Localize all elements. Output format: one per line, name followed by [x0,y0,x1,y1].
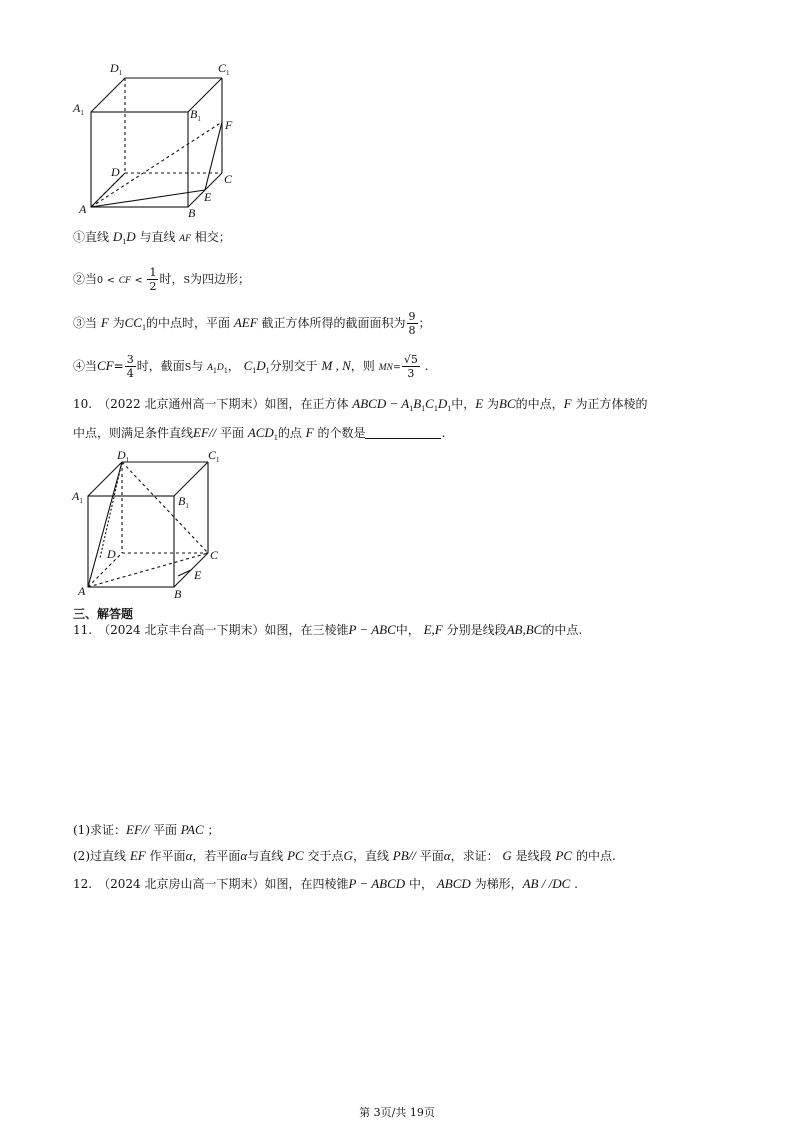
label-D: D [107,547,116,561]
label-D1: $D_1$ [117,448,130,464]
fraction-9-8: $\frac{9}{8}$ [408,310,416,337]
label-F: F [225,118,233,132]
question-10-line-2: 中点，则满足条件直线EF// 平面 $ACD_1$的点 F 的个数是 . [73,425,446,442]
figure-cube-2 [70,448,230,603]
statement-1: ①直线 $D_1D$ 与直线 AF 相交； [73,229,231,246]
label-C: C [224,172,233,186]
question-10-line-1: 10. （2022 北京通州高一下期末）如图，在正方体 ABCD − $A_1B_1C_1D_1$中，E 为BC的中点，F 为正方体棱的 [73,396,648,413]
label-A1: $A_1$ [72,489,83,505]
label-A: A [78,584,86,598]
statement-4: ④当CF= $\frac{3}{4}$ 时，截面S与 $A_1D_1$， $C_1D_1$分别交于 M , N，则 MN= $\frac{√5}{3}$ . [73,353,429,380]
label-A1: $A_1$ [73,101,84,117]
label-A: A [79,202,87,216]
page-footer: 第 3页/共 19页 [359,1106,435,1119]
label-C1: $C_1$ [218,61,230,77]
label-B: B [188,206,196,220]
label-E: E [194,568,202,582]
label-D: D [111,165,120,179]
label-E: E [204,190,212,204]
fraction-sqrt5-3: $\frac{√5}{3}$ [403,353,418,380]
label-C: C [210,548,219,562]
question-11: 11. （2024 北京丰台高一下期末）如图，在三棱锥P − ABC中， E,F 分别是线段AB,BC的中点. [73,622,583,637]
label-C1: $C_1$ [208,448,220,464]
statement-2: ②当0 < CF < $\frac{1}{2}$ 时，S为四边形； [73,266,250,293]
section-title: 三、解答题 [73,607,134,621]
question-11-part-1: (1)求证：EF// 平面 PAC ； [73,822,220,837]
label-B1: $B_1$ [178,494,189,510]
fraction-3-4: $\frac{3}{4}$ [126,353,134,380]
figure-cube-1 [70,55,250,220]
label-D1: $D_1$ [110,61,123,77]
label-B1: $B_1$ [190,107,201,123]
question-11-part-2: (2)过直线 EF 作平面α，若平面α与直线 PC 交于点G，直线 PB// 平面α，求证： G 是线段 PC 的中点. [73,848,616,863]
fraction-half: $\frac{1}{2}$ [149,266,157,293]
statement-3: ③当 F 为$CC_1$的中点时，平面 AEF 截正方体所得的截面面积为 $\frac{9}{8}$ ； [73,310,431,337]
answer-blank[interactable] [365,426,441,439]
question-12: 12. （2024 北京房山高一下期末）如图，在四棱锥P − ABCD 中， ABCD 为梯形，AB / /DC . [73,876,578,891]
label-B: B [174,587,182,601]
